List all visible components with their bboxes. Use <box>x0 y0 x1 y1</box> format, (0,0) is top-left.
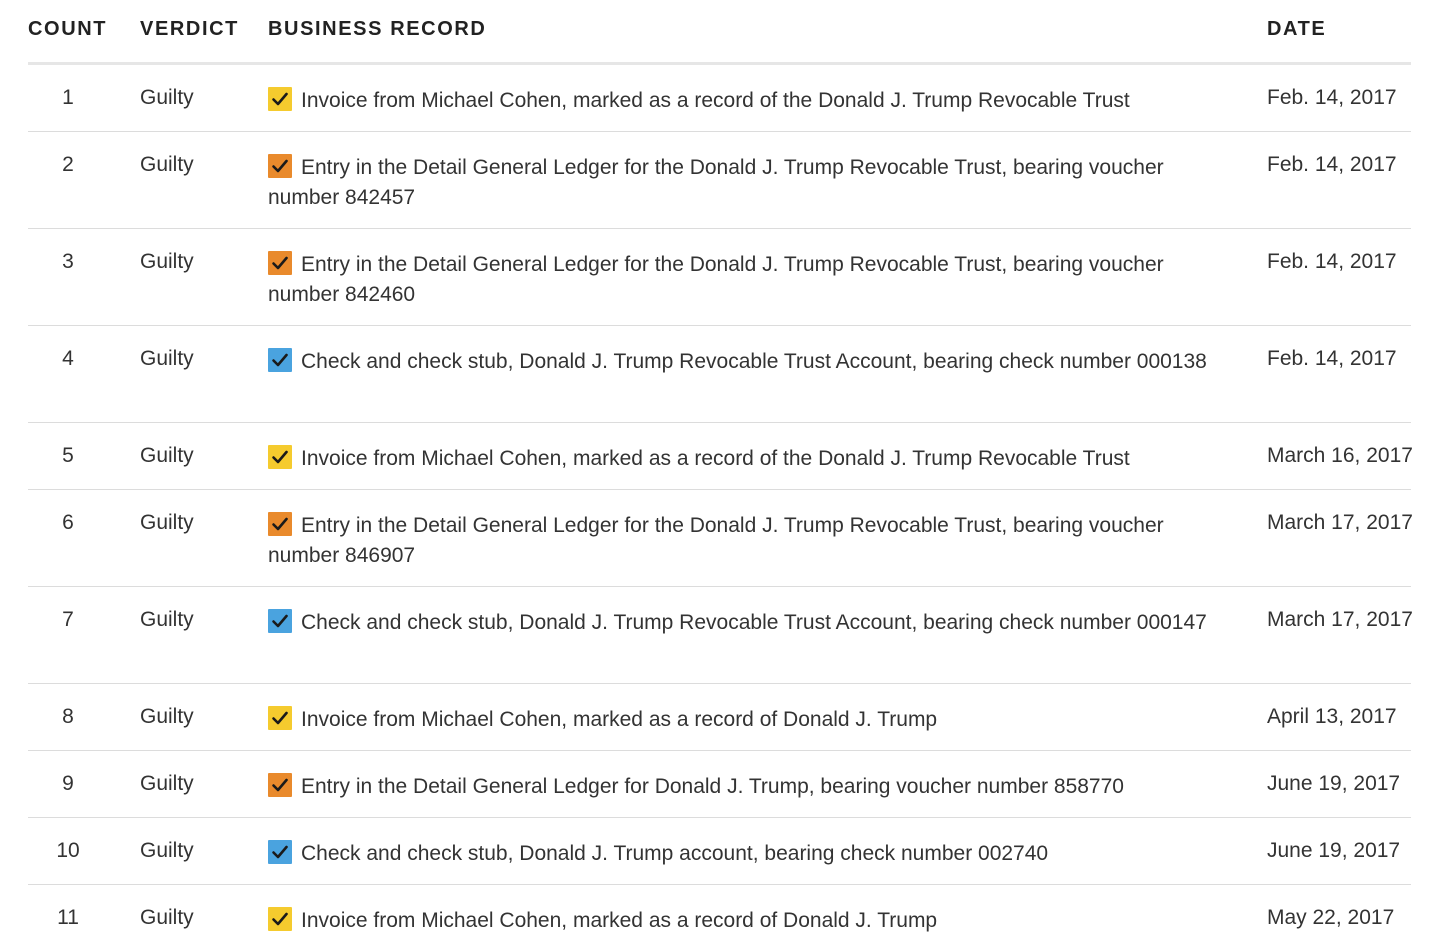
check-mark-icon <box>268 154 292 178</box>
table-row <box>28 818 1411 885</box>
verdict-table <box>28 0 1411 945</box>
record-text: Invoice from Michael Cohen, marked as a record of Donald J. Trump <box>301 909 938 932</box>
table-body <box>28 65 1411 945</box>
verdict-cell: Guilty <box>140 86 194 109</box>
check-mark-icon <box>268 609 292 633</box>
table-row <box>28 229 1411 326</box>
check-mark-icon <box>268 87 292 111</box>
check-mark-icon <box>268 348 292 372</box>
check-mark-icon <box>268 445 292 469</box>
date-cell: June 19, 2017 <box>1267 839 1401 862</box>
record-text: Entry in the Detail General Ledger for the Donald J. Trump Revocable Trust, bearing voucher number 846907 <box>268 514 1164 567</box>
verdict-cell: Guilty <box>140 608 194 631</box>
header-count: COUNT <box>28 18 108 40</box>
business-record-cell <box>268 86 1228 116</box>
business-record-cell <box>268 705 1228 735</box>
business-record-cell <box>268 153 1228 213</box>
date-cell: March 17, 2017 <box>1267 608 1413 631</box>
check-mark-icon <box>268 706 292 730</box>
record-text: Check and check stub, Donald J. Trump account, bearing check number 002740 <box>301 842 1049 865</box>
date-cell: March 16, 2017 <box>1267 444 1413 467</box>
check-mark-icon <box>268 907 292 931</box>
table-row <box>28 885 1411 945</box>
date-cell: May 22, 2017 <box>1267 906 1395 929</box>
record-text: Entry in the Detail General Ledger for Donald J. Trump, bearing voucher number 858770 <box>301 775 1124 798</box>
count-cell: 6 <box>62 511 74 534</box>
check-mark-icon <box>268 773 292 797</box>
business-record-cell <box>268 347 1228 377</box>
date-cell: Feb. 14, 2017 <box>1267 86 1397 109</box>
table-row <box>28 423 1411 490</box>
record-text: Invoice from Michael Cohen, marked as a record of the Donald J. Trump Revocable Trust <box>301 89 1130 112</box>
business-record-cell <box>268 839 1228 869</box>
verdict-cell: Guilty <box>140 153 194 176</box>
verdict-cell: Guilty <box>140 906 194 929</box>
date-cell: Feb. 14, 2017 <box>1267 153 1397 176</box>
business-record-cell <box>268 772 1228 802</box>
count-cell: 7 <box>62 608 74 631</box>
record-text: Entry in the Detail General Ledger for the Donald J. Trump Revocable Trust, bearing voucher number 842460 <box>268 253 1164 306</box>
date-cell: Feb. 14, 2017 <box>1267 250 1397 273</box>
business-record-cell <box>268 608 1228 638</box>
check-mark-icon <box>268 512 292 536</box>
verdict-cell: Guilty <box>140 250 194 273</box>
verdict-cell: Guilty <box>140 839 194 862</box>
business-record-cell <box>268 444 1228 474</box>
count-cell: 2 <box>62 153 74 176</box>
date-cell: April 13, 2017 <box>1267 705 1397 728</box>
verdict-cell: Guilty <box>140 511 194 534</box>
table-row <box>28 684 1411 751</box>
date-cell: Feb. 14, 2017 <box>1267 347 1397 370</box>
verdict-cell: Guilty <box>140 444 194 467</box>
verdict-cell: Guilty <box>140 772 194 795</box>
table-row <box>28 751 1411 818</box>
business-record-cell <box>268 906 1228 936</box>
header-date: DATE <box>1267 18 1327 40</box>
verdict-cell: Guilty <box>140 347 194 370</box>
business-record-cell <box>268 250 1228 310</box>
record-text: Check and check stub, Donald J. Trump Revocable Trust Account, bearing check number 000138 <box>301 350 1207 373</box>
table-row <box>28 132 1411 229</box>
record-text: Invoice from Michael Cohen, marked as a record of Donald J. Trump <box>301 708 938 731</box>
check-mark-icon <box>268 251 292 275</box>
count-cell: 8 <box>62 705 74 728</box>
table-row <box>28 65 1411 132</box>
count-cell: 9 <box>62 772 74 795</box>
table-header <box>28 0 1411 65</box>
verdict-cell: Guilty <box>140 705 194 728</box>
table-row <box>28 326 1411 423</box>
table-row <box>28 587 1411 684</box>
count-cell: 3 <box>62 250 74 273</box>
header-business-record: BUSINESS RECORD <box>268 18 487 40</box>
record-text: Entry in the Detail General Ledger for the Donald J. Trump Revocable Trust, bearing voucher number 842457 <box>268 156 1164 209</box>
date-cell: June 19, 2017 <box>1267 772 1401 795</box>
check-mark-icon <box>268 840 292 864</box>
count-cell: 5 <box>62 444 74 467</box>
count-cell: 10 <box>56 839 80 862</box>
date-cell: March 17, 2017 <box>1267 511 1413 534</box>
record-text: Invoice from Michael Cohen, marked as a record of the Donald J. Trump Revocable Trust <box>301 447 1130 470</box>
count-cell: 1 <box>62 86 74 109</box>
count-cell: 11 <box>57 906 79 929</box>
count-cell: 4 <box>62 347 74 370</box>
record-text: Check and check stub, Donald J. Trump Revocable Trust Account, bearing check number 000147 <box>301 611 1207 634</box>
business-record-cell <box>268 511 1228 571</box>
header-verdict: VERDICT <box>140 18 239 40</box>
table-row <box>28 490 1411 587</box>
